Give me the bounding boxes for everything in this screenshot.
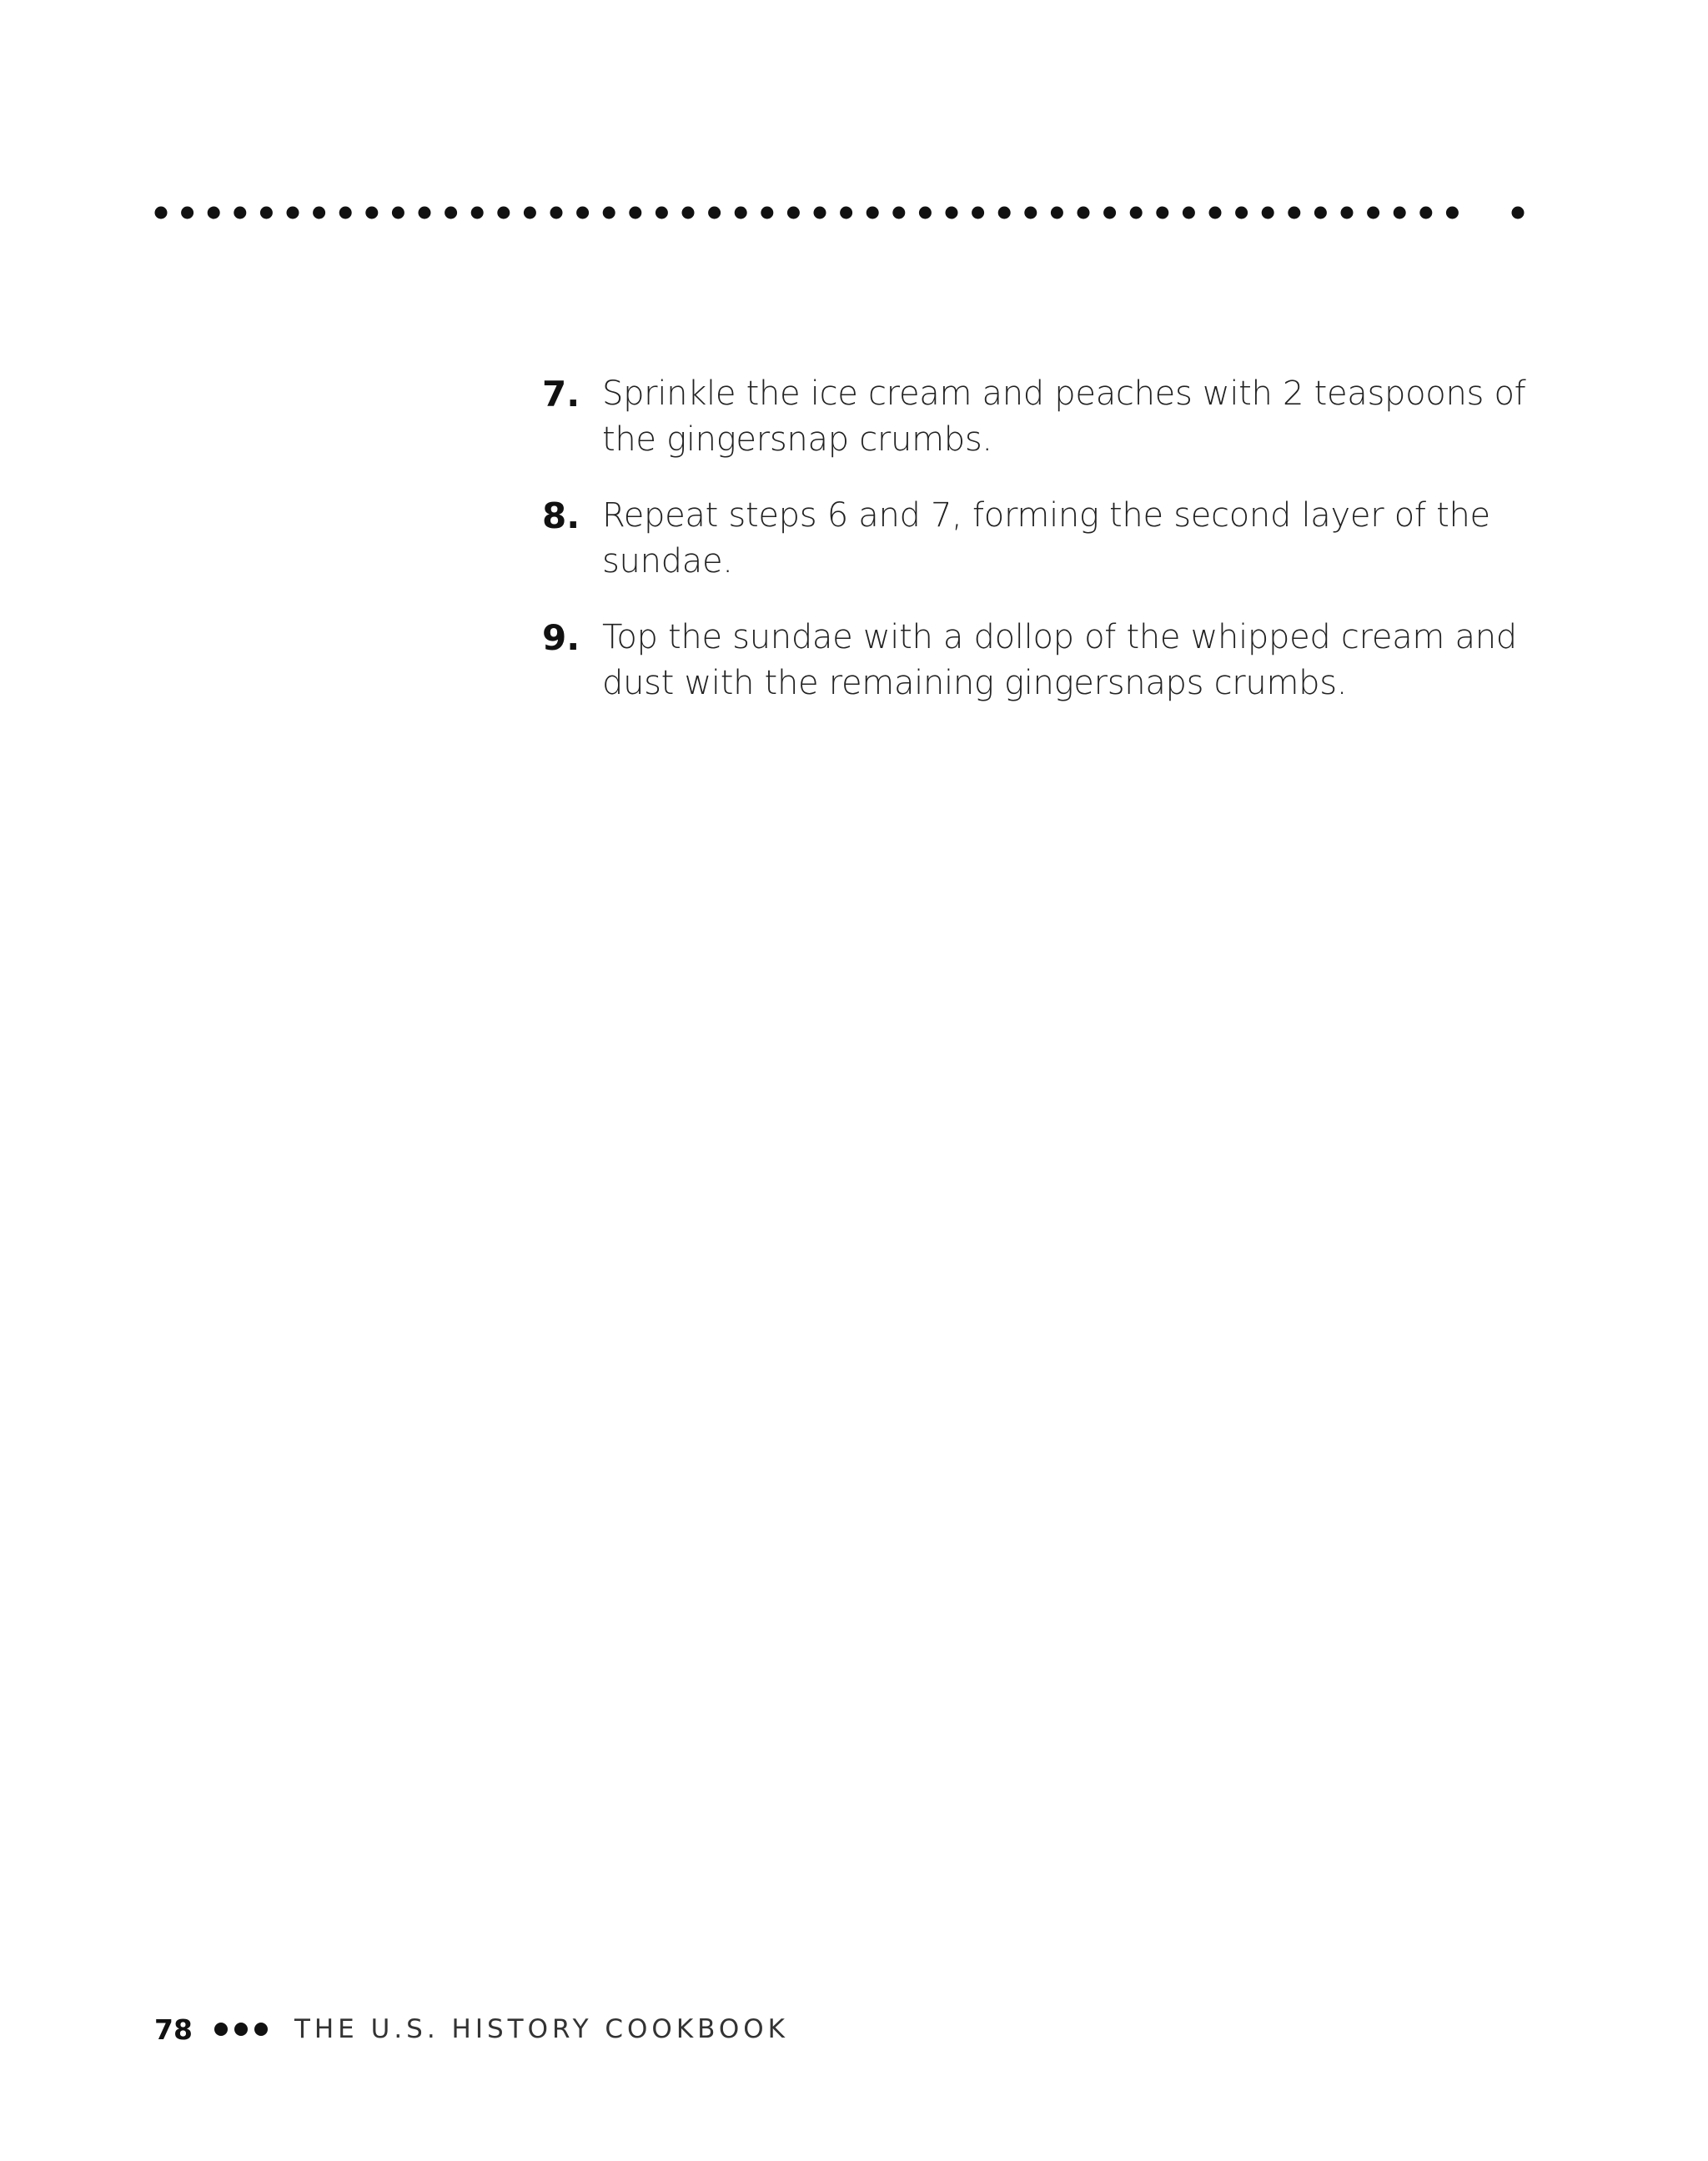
rule-dot: [1183, 207, 1195, 219]
rule-dot: [1446, 207, 1459, 219]
page-number: 78: [154, 2013, 193, 2046]
rule-dot: [629, 207, 641, 219]
footer-dot: [254, 2023, 268, 2036]
rule-dot: [735, 207, 747, 219]
rule-dot: [1024, 207, 1037, 219]
rule-dot: [1394, 207, 1406, 219]
rule-dot: [682, 207, 695, 219]
page-footer: [154, 2013, 789, 2046]
rule-dot: [1078, 207, 1090, 219]
rule-dot: [1419, 207, 1432, 219]
rule-dot: [234, 207, 246, 219]
rule-dot: [998, 207, 1011, 219]
step-number: 9.: [542, 617, 580, 658]
rule-dot: [787, 207, 800, 219]
step-item: [542, 615, 1543, 706]
footer-dot: [214, 2023, 228, 2036]
rule-dot: [339, 207, 352, 219]
footer-dots-ornament: [214, 2023, 274, 2036]
rule-dot: [972, 207, 984, 219]
step-number: 7.: [542, 374, 580, 415]
rule-dot: [155, 207, 168, 219]
rule-dot: [1288, 207, 1300, 219]
rule-dot: [208, 207, 220, 219]
rule-dot: [419, 207, 431, 219]
rule-dot: [814, 207, 826, 219]
rule-dot: [1341, 207, 1354, 219]
rule-dot: [1235, 207, 1248, 219]
rule-dot: [892, 207, 905, 219]
rule-dot: [1130, 207, 1143, 219]
rule-dot: [524, 207, 536, 219]
rule-dot: [919, 207, 932, 219]
rule-dot: [313, 207, 325, 219]
step-text: Repeat steps 6 and 7, forming the second layer of the sundae.: [602, 496, 1490, 580]
rule-dot: [365, 207, 378, 219]
rule-dot: [1051, 207, 1063, 219]
rule-dot: [1314, 207, 1327, 219]
step-text: Top the sundae with a dollop of the whipped cream and dust with the remaining gingersnaps crumbs.: [602, 618, 1517, 702]
rule-dot: [867, 207, 879, 219]
rule-dot: [1512, 207, 1525, 219]
step-number: 8.: [542, 495, 580, 536]
footer-dot: [234, 2023, 248, 2036]
rule-dot: [1209, 207, 1222, 219]
step-item: [542, 371, 1543, 463]
rule-dot: [946, 207, 958, 219]
rule-dot: [1262, 207, 1274, 219]
rule-dot: [576, 207, 589, 219]
rule-dot: [1367, 207, 1379, 219]
step-item: [542, 493, 1543, 585]
rule-dot: [181, 207, 193, 219]
rule-dot: [1156, 207, 1168, 219]
rule-dot: [260, 207, 273, 219]
rule-dot: [497, 207, 510, 219]
rule-dot: [708, 207, 721, 219]
rule-dot: [761, 207, 773, 219]
rule-dot: [656, 207, 668, 219]
rule-dot: [840, 207, 852, 219]
rule-dot: [603, 207, 615, 219]
book-title: THE U.S. HISTORY COOKBOOK: [294, 2014, 789, 2044]
step-text: Sprinkle the ice cream and peaches with 2 teaspoons of the gingersnap crumbs.: [602, 374, 1526, 459]
dotted-rule: [153, 204, 1527, 222]
rule-dot: [550, 207, 563, 219]
rule-dot: [287, 207, 299, 219]
rule-dot: [392, 207, 404, 219]
instruction-steps: [542, 371, 1543, 736]
rule-dot: [1103, 207, 1116, 219]
rule-dot: [471, 207, 484, 219]
rule-dot: [445, 207, 457, 219]
